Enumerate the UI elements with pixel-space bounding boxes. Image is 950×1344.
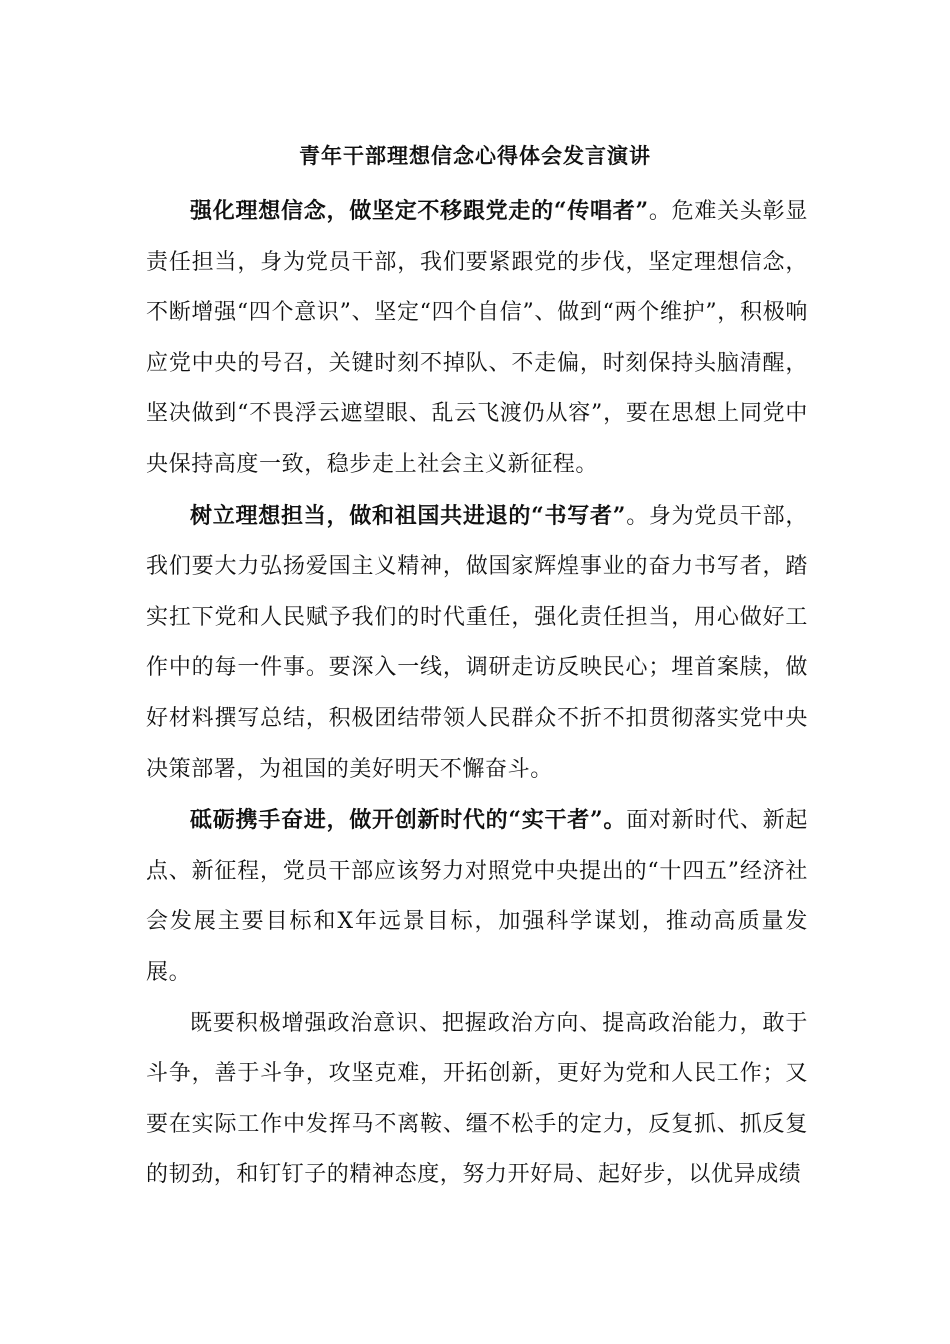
- paragraph-1-text: 。危难关头彰显责任担当，身为党员干部，我们要紧跟党的步伐，坚定理想信念，不断增强“四个意识”、坚定“四个自信”、做到“两个维护”，积极响应党中央的号召，关键时刻不掉队、不走偏，时刻保持头脑清醒，坚决做到“不畏浮云遮望眼、乱云飞渡仍从容”，要在思想上同党中央保持高度一致，稳步走上社会主义新征程。: [146, 199, 808, 477]
- paragraph-1-lead: 强化理想信念，做坚定不移跟党走的“传唱者”: [190, 198, 649, 224]
- paragraph-4-text: 既要积极增强政治意识、把握政治方向、提高政治能力，敢于斗争，善于斗争，攻坚克难，开拓创新，更好为党和人民工作；又要在实际工作中发挥马不离鞍、缰不松手的定力，反复抓、抓反复的韧劲，和钉钉子的精神态度，努力开好局、起好步，以优异成绩: [146, 1010, 808, 1188]
- paragraph-2: [146, 491, 808, 796]
- paragraph-4: [146, 999, 808, 1201]
- paragraph-2-lead: 树立理想担当，做和祖国共进退的“书写者”: [190, 502, 627, 529]
- document-title: 青年干部理想信念心得体会发言演讲: [299, 143, 651, 168]
- paragraph-3: [146, 795, 808, 998]
- paragraph-1: [146, 186, 808, 491]
- paragraph-3-lead: 砥砺携手奋进，做开创新时代的“实干者”。: [190, 807, 627, 834]
- paragraph-3-text: 面对新时代、新起点、新征程，党员干部应该努力对照党中央提出的“十四五”经济社会发展主要目标和X年远景目标，加强科学谋划，推动高质量发展。: [146, 808, 808, 985]
- paragraph-2-text: 。身为党员干部，我们要大力弘扬爱国主义精神，做国家辉煌事业的奋力书写者，踏实扛下党和人民赋予我们的时代重任，强化责任担当，用心做好工作中的每一件事。要深入一线，调研走访反映民心；埋首案牍，做好材料撰写总结，积极团结带领人民群众不折不扣贯彻落实党中央决策部署，为祖国的美好明天不懈奋斗。: [146, 503, 808, 782]
- document-body: [146, 186, 808, 1201]
